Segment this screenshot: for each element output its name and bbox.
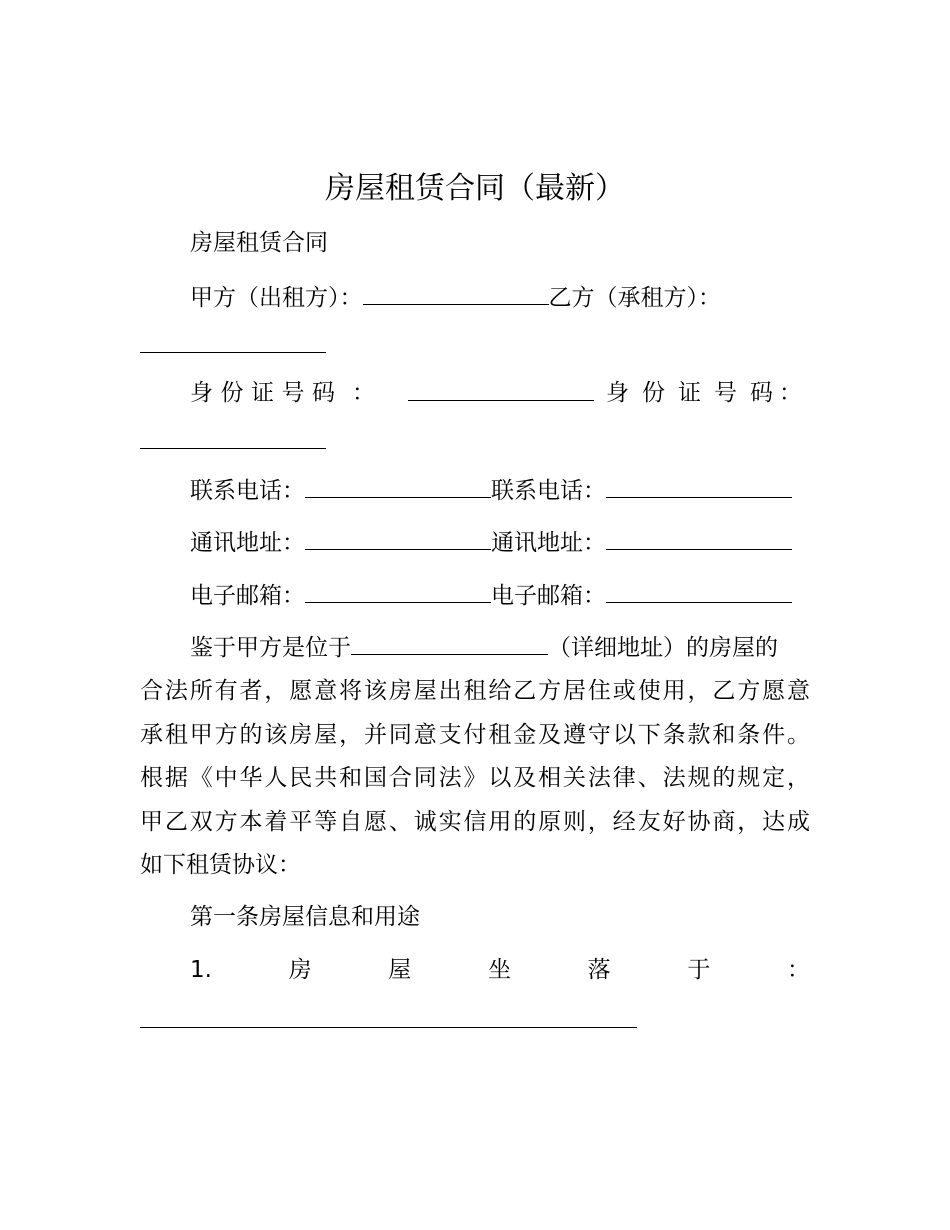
party-a-blank[interactable]	[363, 282, 549, 305]
item-char: 落	[587, 957, 611, 983]
email-b-label: 电子邮箱：	[491, 583, 606, 609]
house-location-blank[interactable]	[140, 1027, 637, 1028]
phone-b-blank[interactable]	[606, 475, 792, 498]
address-b-blank[interactable]	[606, 527, 792, 550]
paragraph-line: 合法所有者，愿意将该房屋出租给乙方居住或使用，乙方愿意	[140, 678, 810, 704]
party-b-label: 乙方（承租方）：	[548, 285, 721, 311]
phone-line	[190, 475, 792, 506]
item-1-line	[190, 955, 810, 985]
id-char: 码	[312, 380, 335, 406]
address-a-label: 通讯地址：	[190, 530, 305, 556]
item-char: 坐	[487, 957, 511, 983]
id-char: ：	[352, 380, 375, 406]
paragraph-start: 鉴于甲方是位于	[190, 635, 351, 661]
address-b-label: 通讯地址：	[491, 530, 606, 556]
item-char: 1.	[190, 957, 212, 983]
paragraph-last-line: 如下租赁协议：	[140, 852, 301, 878]
paragraph-line: 甲乙双方本着平等自愿、诚实信用的原则，经友好协商，达成	[140, 809, 810, 835]
id-b-blank[interactable]	[140, 448, 326, 449]
id-char: 证	[251, 380, 274, 406]
id-char: 证	[678, 380, 701, 406]
property-address-blank[interactable]	[351, 632, 548, 655]
item-char: 房	[288, 957, 312, 983]
party-b-blank[interactable]	[140, 352, 326, 353]
id-char: ：	[779, 380, 802, 406]
id-char: 身	[190, 380, 213, 406]
item-char: 于	[687, 957, 711, 983]
email-a-label: 电子邮箱：	[190, 583, 305, 609]
paragraph-first-line	[190, 632, 778, 663]
id-char: 码	[750, 380, 773, 406]
phone-a-blank[interactable]	[305, 475, 491, 498]
page-title: 房屋租赁合同（最新）	[325, 171, 625, 206]
email-a-blank[interactable]	[305, 580, 491, 603]
id-a-blank[interactable]	[408, 378, 594, 401]
id-char: 号	[714, 380, 737, 406]
party-a-label: 甲方（出租方）：	[190, 285, 363, 311]
item-char: ：	[786, 957, 810, 983]
email-line	[190, 580, 792, 611]
item-char: 屋	[388, 957, 412, 983]
party-line	[190, 282, 721, 313]
paragraph-line: 承租甲方的该房屋，并同意支付租金及遵守以下条款和条件。	[140, 722, 810, 748]
article-1-heading: 第一条房屋信息和用途	[190, 904, 420, 930]
email-b-blank[interactable]	[606, 580, 792, 603]
id-char: 份	[220, 380, 244, 406]
id-char: 身	[606, 380, 629, 406]
document-subtitle: 房屋租赁合同	[190, 230, 328, 256]
address-a-blank[interactable]	[305, 527, 491, 550]
address-line	[190, 527, 792, 558]
id-char: 份	[642, 380, 665, 406]
id-char: 号	[281, 380, 305, 406]
paragraph-line: 根据《中华人民共和国合同法》以及相关法律、法规的规定，	[140, 765, 810, 791]
paragraph-after-blank: （详细地址）的房屋的	[548, 635, 778, 661]
phone-b-label: 联系电话：	[491, 478, 606, 504]
phone-a-label: 联系电话：	[190, 478, 305, 504]
